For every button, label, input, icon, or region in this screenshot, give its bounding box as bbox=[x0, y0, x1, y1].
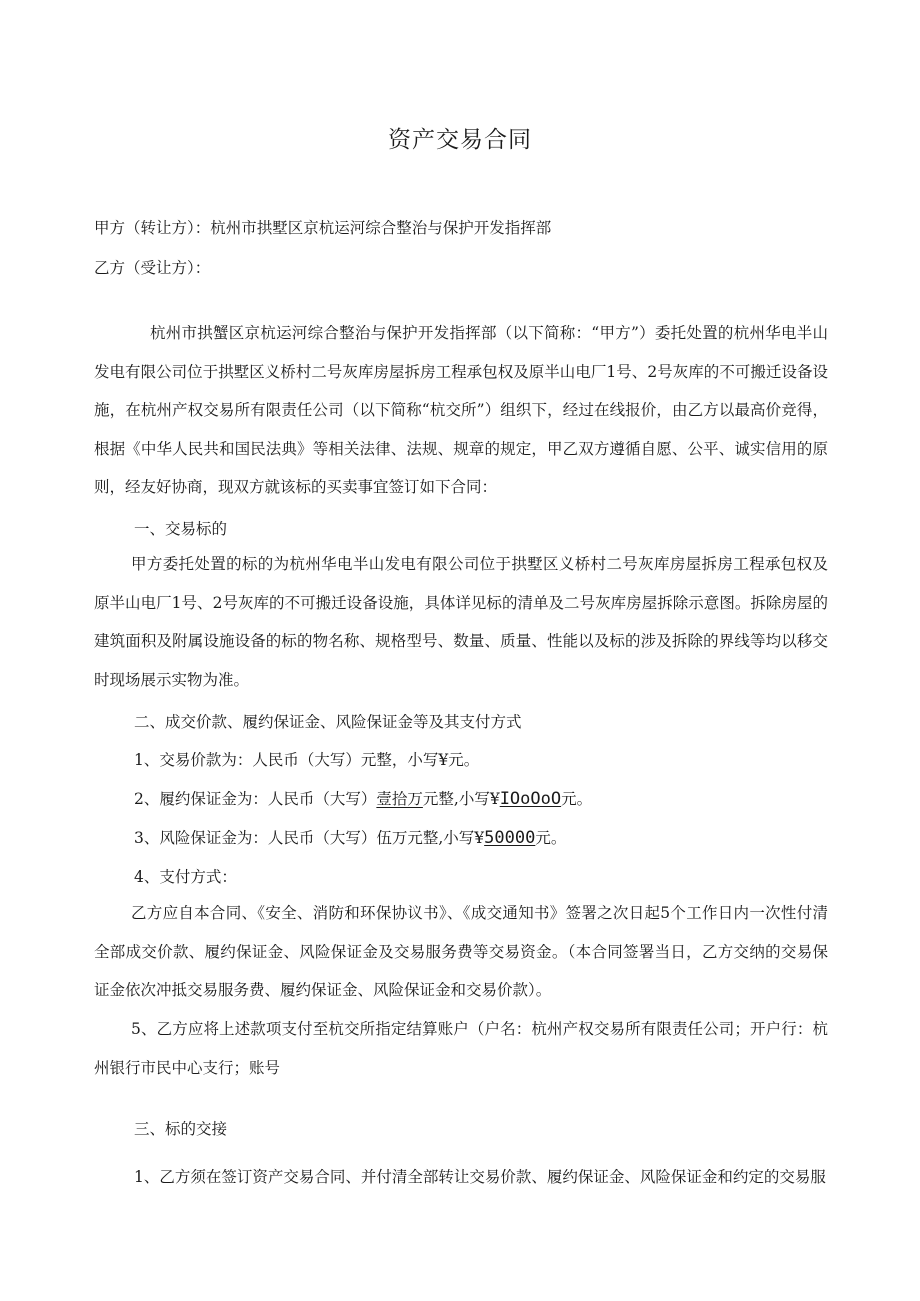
risk-deposit-item bbox=[134, 826, 566, 848]
risk-deposit-figures: 50000 bbox=[484, 828, 536, 848]
party-a-line: 甲方（转让方）：杭州市拱墅区京杭运河综合整治与保护开发指挥部 bbox=[94, 219, 552, 237]
performance-deposit-prefix: 2、履约保证金为：人民币（大写） bbox=[134, 790, 377, 808]
party-b-line: 乙方（受让方）： bbox=[94, 259, 211, 277]
performance-deposit-suffix: 元。 bbox=[561, 790, 593, 808]
intro-paragraph: 杭州市拱蟹区京杭运河综合整治与保护开发指挥部（以下简称：“甲方”）委托处置的杭州华电半山发电有限公司位于拱墅区义桥村二号灰库房屋拆房工程承包权及原半山电厂1号、2号灰库的不可搬迁设备设施，在杭州产权交易所有限责任公司（以下简称“杭交所”）组织下，经过在线报价，由乙方以最高价竞得，根据《中华人民共和国民法典》等相关法律、法规、规章的规定，甲乙双方遵循自愿、公平、诚实信用的原则，经友好协商，现双方就该标的买卖事宜签订如下合同： bbox=[94, 324, 828, 497]
document-title: 资产交易合同 bbox=[388, 127, 532, 153]
performance-deposit-middle: 元整,小写¥ bbox=[422, 790, 500, 808]
payment-method-body: 乙方应自本合同、《安全、消防和环保协议书》、《成交通知书》签署之次日起5个工作日内一次性付清全部成交价款、履约保证金、风险保证金及交易服务费等交易资金。（本合同签署当日，乙方交纳的交易保证金依次冲抵交易服务费、履约保证金、风险保证金和交易价款）。 bbox=[94, 904, 828, 1000]
section2-heading: 二、成交价款、履约保证金、风险保证金等及其支付方式 bbox=[134, 713, 522, 731]
settlement-account-item: 5、乙方应将上述款项支付至杭交所指定结算账户（户名：杭州产权交易所有限责任公司；开户行：杭州银行市民中心支行；账号 bbox=[94, 1020, 828, 1077]
section1-body: 甲方委托处置的标的为杭州华电半山发电有限公司位于拱墅区义桥村二号灰库房屋拆房工程承包权及原半山电厂1号、2号灰库的不可搬迁设备设施，具体详见标的清单及二号灰库房屋拆除示意图。拆除房屋的建筑面积及附属设施设备的标的物名称、规格型号、数量、质量、性能以及标的涉及拆除的界线等均以移交时现场展示实物为准。 bbox=[94, 555, 828, 689]
payment-method-heading: 4、支付方式： bbox=[134, 868, 237, 886]
performance-deposit-figures: IOoOoO bbox=[499, 789, 562, 809]
section1-heading: 一、交易标的 bbox=[134, 520, 228, 538]
section3-item1: 1、乙方须在签订资产交易合同、并付清全部转让交易价款、履约保证金、风险保证金和约定的交易服 bbox=[134, 1168, 826, 1186]
section3-heading: 三、标的交接 bbox=[134, 1120, 228, 1138]
risk-deposit-prefix: 3、风险保证金为：人民币（大写）伍万元整,小写¥ bbox=[134, 829, 485, 847]
price-item: 1、交易价款为：人民币（大写）元整，小写¥元。 bbox=[134, 751, 480, 769]
risk-deposit-suffix: 元。 bbox=[535, 829, 567, 847]
performance-deposit-words: 壹拾万 bbox=[376, 790, 423, 808]
performance-deposit-item bbox=[134, 787, 592, 809]
